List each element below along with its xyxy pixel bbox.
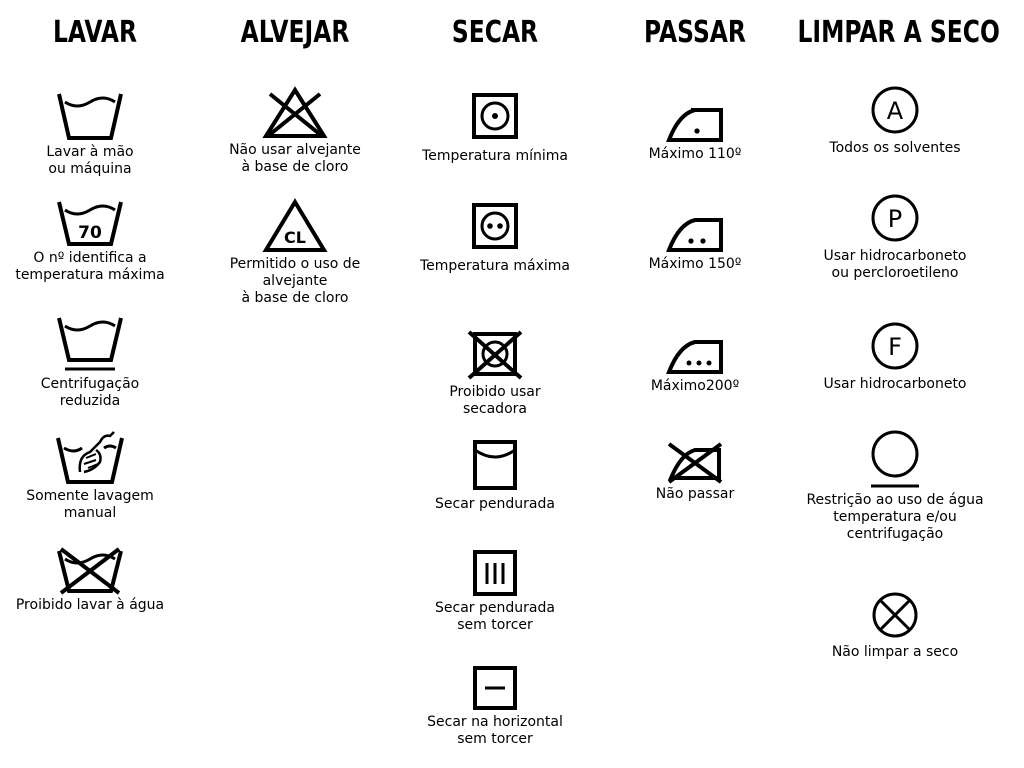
- iron-high-label: Máximo200º: [650, 378, 740, 394]
- wash-item: [0, 88, 180, 178]
- tumble-dry-high-icon: [467, 200, 523, 256]
- dry-clean-a-item: [770, 82, 1020, 157]
- chlorine-letters: CL: [284, 228, 306, 247]
- tumble-dry-low-icon: [467, 90, 523, 146]
- iron-low-label: Máximo 110º: [648, 146, 742, 162]
- line-dry-item: [405, 438, 585, 513]
- do-not-bleach-item: [205, 84, 385, 176]
- wash-tub-icon: [55, 88, 125, 142]
- iron-high-icon: [663, 336, 727, 376]
- iron-low-icon: [663, 104, 727, 144]
- chlorine-bleach-label: Permitido o uso de alvejante à base de cloro: [229, 256, 361, 306]
- dry-clean-f-label: Usar hidrocarboneto: [823, 376, 967, 392]
- tumble-dry-low-item: [405, 90, 585, 165]
- column-title-limpar-a-seco: LIMPAR A SECO: [797, 15, 1000, 50]
- line-dry-label: Secar pendurada: [435, 496, 555, 512]
- do-not-iron-item: [605, 440, 785, 503]
- wash-gentle-spin-item: [0, 314, 180, 410]
- do-not-dry-clean-icon: [867, 588, 923, 642]
- solvent-letter-a: A: [886, 97, 904, 125]
- dry-clean-f-icon: [867, 318, 923, 374]
- dry-clean-p-item: [770, 190, 1020, 282]
- dry-clean-a-icon: [867, 82, 923, 138]
- iron-medium-icon: [663, 214, 727, 254]
- column-title-lavar: LAVAR: [52, 15, 138, 50]
- wash-label: Lavar à mão ou máquina: [46, 144, 134, 177]
- do-not-bleach-label: Não usar alvejante à base de cloro: [229, 142, 361, 175]
- dry-clean-f-item: [770, 318, 1020, 393]
- dry-flat-label: Secar na horizontal sem torcer: [427, 714, 563, 747]
- iron-medium-label: Máximo 150º: [648, 256, 742, 272]
- solvent-letter-p: P: [887, 205, 903, 233]
- chlorine-bleach-item: [205, 198, 385, 307]
- wash-70-icon: [55, 196, 125, 248]
- column-title-secar: SECAR: [451, 15, 539, 50]
- dry-clean-restricted-item: [770, 428, 1020, 543]
- dry-clean-p-label: Usar hidrocarboneto ou percloroetileno: [823, 248, 967, 281]
- do-not-tumble-dry-label: Proibido usar secadora: [449, 384, 541, 417]
- drip-dry-icon: [467, 548, 523, 598]
- wash-temperature-number: 70: [78, 223, 102, 243]
- do-not-tumble-dry-item: [405, 330, 585, 418]
- line-dry-icon: [467, 438, 523, 494]
- dry-clean-p-icon: [867, 190, 923, 246]
- hand-wash-icon: [54, 428, 126, 486]
- do-not-wash-label: Proibido lavar à água: [15, 597, 165, 613]
- hand-wash-label: Somente lavagem manual: [26, 488, 154, 521]
- do-not-dry-clean-item: [770, 588, 1020, 661]
- do-not-dry-clean-label: Não limpar a seco: [831, 644, 959, 660]
- do-not-wash-icon: [55, 545, 125, 595]
- solvent-letter-f: F: [888, 333, 902, 361]
- wash-70-label: O nº identifica a temperatura máxima: [15, 250, 165, 283]
- hand-wash-item: [0, 428, 180, 522]
- dry-clean-restricted-label: Restrição ao uso de água temperatura e/ou centrifugação: [806, 492, 984, 542]
- dry-flat-item: [405, 664, 585, 748]
- dry-flat-icon: [467, 664, 523, 712]
- wash-70-item: [0, 196, 180, 284]
- iron-medium-item: [605, 214, 785, 273]
- tumble-dry-low-label: Temperatura mínima: [422, 148, 568, 164]
- tumble-dry-high-item: [405, 200, 585, 275]
- drip-dry-item: [405, 548, 585, 634]
- wash-gentle-spin-label: Centrifugação reduzida: [40, 376, 140, 409]
- iron-low-item: [605, 104, 785, 163]
- do-not-bleach-icon: [260, 84, 330, 140]
- dry-clean-a-label: Todos os solventes: [829, 140, 961, 156]
- wash-gentle-spin-icon: [55, 314, 125, 374]
- do-not-wash-item: [0, 545, 180, 614]
- do-not-iron-icon: [663, 440, 727, 484]
- chlorine-bleach-icon: [260, 198, 330, 254]
- iron-high-item: [605, 336, 785, 395]
- column-title-alvejar: ALVEJAR: [240, 15, 350, 50]
- drip-dry-label: Secar pendurada sem torcer: [435, 600, 555, 633]
- dry-clean-restricted-icon: [865, 428, 925, 490]
- tumble-dry-high-label: Temperatura máxima: [419, 258, 570, 274]
- do-not-iron-label: Não passar: [655, 486, 735, 502]
- column-title-passar: PASSAR: [644, 15, 746, 50]
- do-not-tumble-dry-icon: [463, 330, 527, 382]
